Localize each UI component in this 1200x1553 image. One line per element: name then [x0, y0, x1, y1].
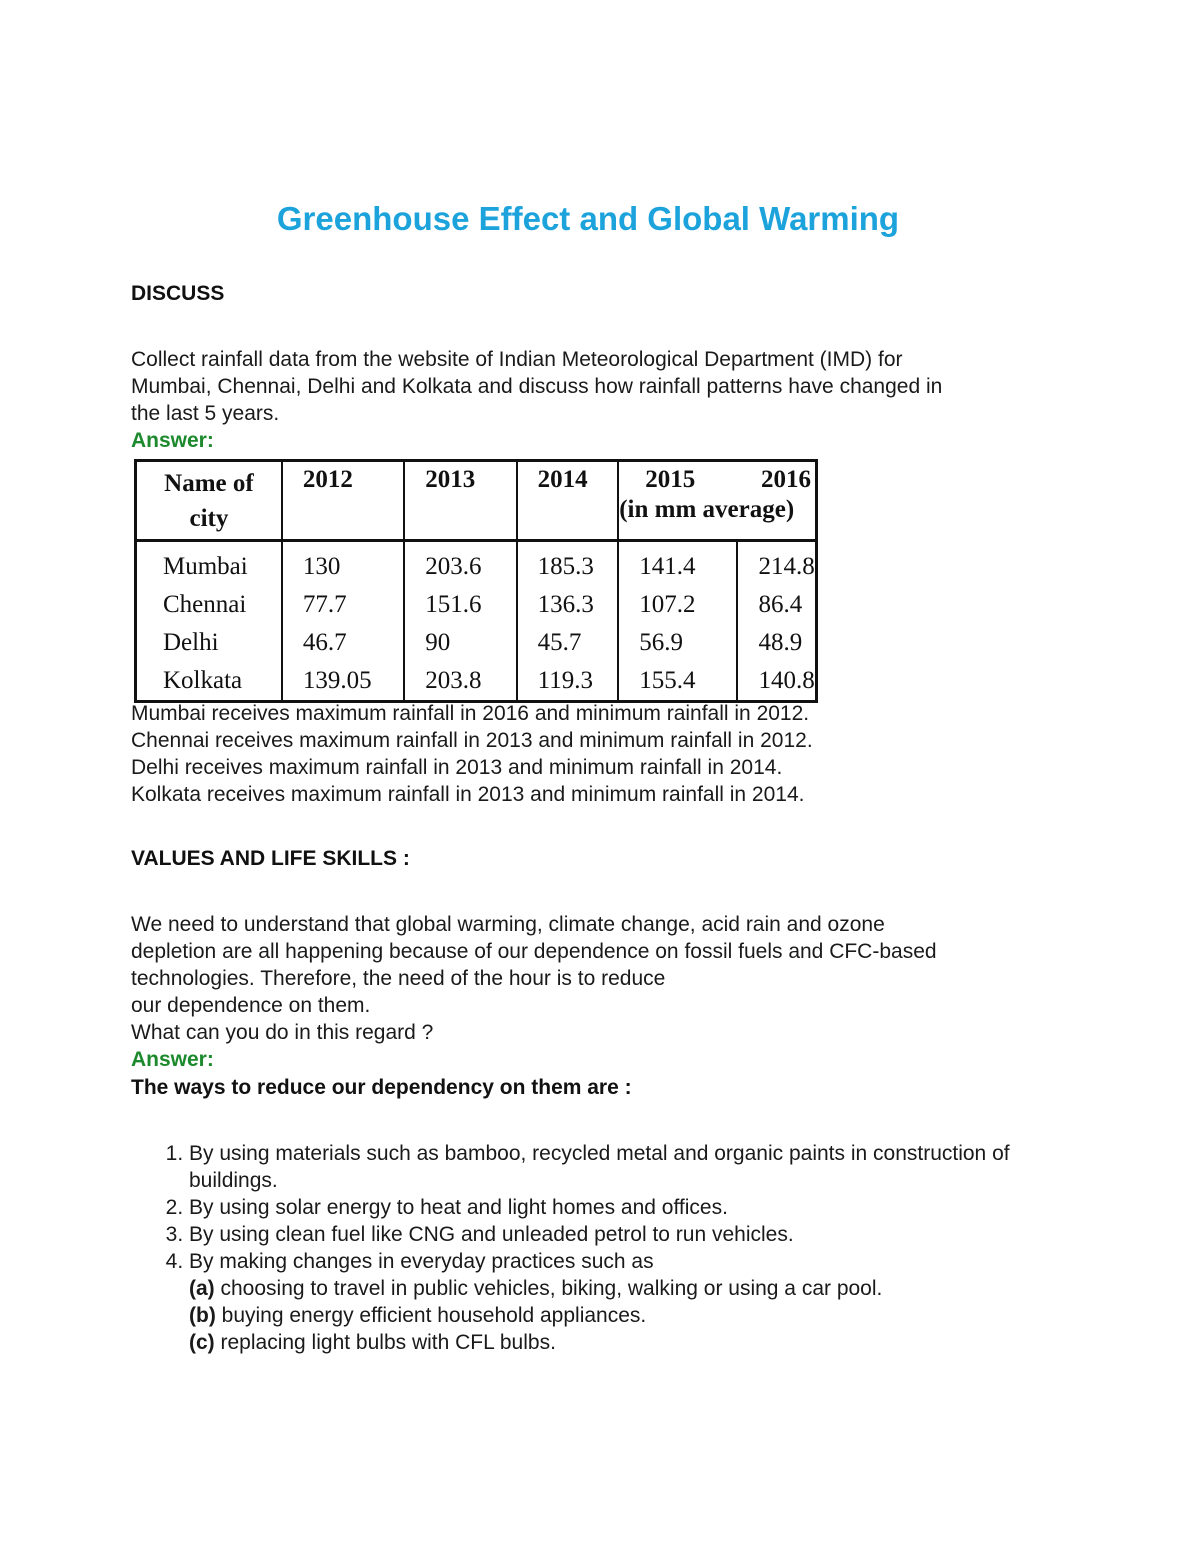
sub-item-text: choosing to travel in public vehicles, biking, walking or using a car pool.	[214, 1277, 883, 1300]
header-year: 2013	[404, 461, 516, 541]
values-line: our dependence on them.	[131, 994, 371, 1017]
table-row	[136, 662, 817, 702]
list-item	[189, 1140, 1089, 1194]
value-cell: 185.3	[517, 541, 619, 587]
value-cell: 86.4	[737, 586, 816, 624]
value-cell: 140.8	[737, 662, 816, 702]
header-year: 2016	[761, 466, 811, 493]
list-item	[189, 1194, 1089, 1221]
value-cell: 45.7	[517, 624, 619, 662]
values-line: What can you do in this regard ?	[131, 1021, 434, 1044]
observation-line: Kolkata receives maximum rainfall in 2013 and minimum rainfall in 2014.	[131, 783, 805, 806]
header-year: 2012	[282, 461, 404, 541]
observations	[131, 700, 1071, 808]
city-cell: Delhi	[136, 624, 282, 662]
list-item-text: By making changes in everyday practices such as	[189, 1250, 654, 1273]
sub-item	[189, 1275, 1089, 1302]
value-cell: 119.3	[517, 662, 619, 702]
header-city-line1: Name of	[164, 470, 254, 497]
values-line: depletion are all happening because of our dependence on fossil fuels and CFC-based	[131, 940, 937, 963]
city-cell: Kolkata	[136, 662, 282, 702]
city-cell: Chennai	[136, 586, 282, 624]
observation-line: Mumbai receives maximum rainfall in 2016 and minimum rainfall in 2012.	[131, 702, 810, 725]
list-item-text: By using materials such as bamboo, recycled metal and organic paints in construction of buildings.	[189, 1142, 1010, 1192]
value-cell: 155.4	[618, 662, 737, 702]
value-cell: 46.7	[282, 624, 404, 662]
value-cell: 90	[404, 624, 516, 662]
value-cell: 141.4	[618, 541, 737, 587]
city-cell: Mumbai	[136, 541, 282, 587]
values-line: technologies. Therefore, the need of the hour is to reduce	[131, 967, 666, 990]
sub-item-text: replacing light bulbs with CFL bulbs.	[214, 1331, 556, 1354]
value-cell: 151.6	[404, 586, 516, 624]
list-item-text: By using solar energy to heat and light homes and offices.	[189, 1196, 728, 1219]
values-heading: VALUES AND LIFE SKILLS :	[131, 847, 410, 870]
value-cell: 107.2	[618, 586, 737, 624]
list-item	[189, 1221, 1089, 1248]
header-year-combined	[618, 461, 816, 541]
answer-label: Answer:	[131, 429, 214, 452]
sub-item-text: buying energy efficient household appliances.	[215, 1304, 647, 1327]
value-cell: 130	[282, 541, 404, 587]
header-year: 2014	[517, 461, 619, 541]
sub-item-label: (a)	[189, 1277, 215, 1300]
value-cell: 203.8	[404, 662, 516, 702]
sub-item	[189, 1329, 1089, 1356]
value-cell: 56.9	[618, 624, 737, 662]
values-paragraph	[131, 911, 1071, 1046]
value-cell: 77.7	[282, 586, 404, 624]
value-cell: 139.05	[282, 662, 404, 702]
page-title: Greenhouse Effect and Global Warming	[276, 200, 900, 237]
question-line: the last 5 years.	[131, 402, 280, 425]
list-item-text: By using clean fuel like CNG and unleaded petrol to run vehicles.	[189, 1223, 794, 1246]
discuss-heading: DISCUSS	[131, 282, 225, 305]
question-line: Mumbai, Chennai, Delhi and Kolkata and discuss how rainfall patterns have changed in	[131, 375, 943, 398]
value-cell: 214.8	[737, 541, 816, 587]
header-city	[136, 461, 282, 541]
value-cell: 203.6	[404, 541, 516, 587]
question-line: Collect rainfall data from the website of Indian Meteorological Department (IMD) for	[131, 348, 903, 371]
values-line: We need to understand that global warming, climate change, acid rain and ozone	[131, 913, 885, 936]
header-year: 2015	[645, 466, 696, 493]
observation-line: Delhi receives maximum rainfall in 2013 and minimum rainfall in 2014.	[131, 756, 783, 779]
list-item	[189, 1248, 1089, 1356]
header-unit: (in mm average)	[619, 496, 795, 523]
sub-item-label: (c)	[189, 1331, 215, 1354]
sub-item-label: (b)	[189, 1304, 216, 1327]
answer-label: Answer:	[131, 1048, 214, 1071]
value-cell: 136.3	[517, 586, 619, 624]
header-city-line2: city	[189, 505, 229, 532]
table-header-row	[136, 461, 817, 541]
discuss-question	[131, 346, 1071, 427]
sub-item	[189, 1302, 1089, 1329]
ways-heading: The ways to reduce our dependency on them are :	[131, 1076, 632, 1099]
table-row	[136, 541, 817, 587]
ways-list	[131, 1140, 1089, 1356]
table-row	[136, 586, 817, 624]
table-row	[136, 624, 817, 662]
rainfall-table	[134, 459, 818, 703]
value-cell: 48.9	[737, 624, 816, 662]
observation-line: Chennai receives maximum rainfall in 2013 and minimum rainfall in 2012.	[131, 729, 813, 752]
